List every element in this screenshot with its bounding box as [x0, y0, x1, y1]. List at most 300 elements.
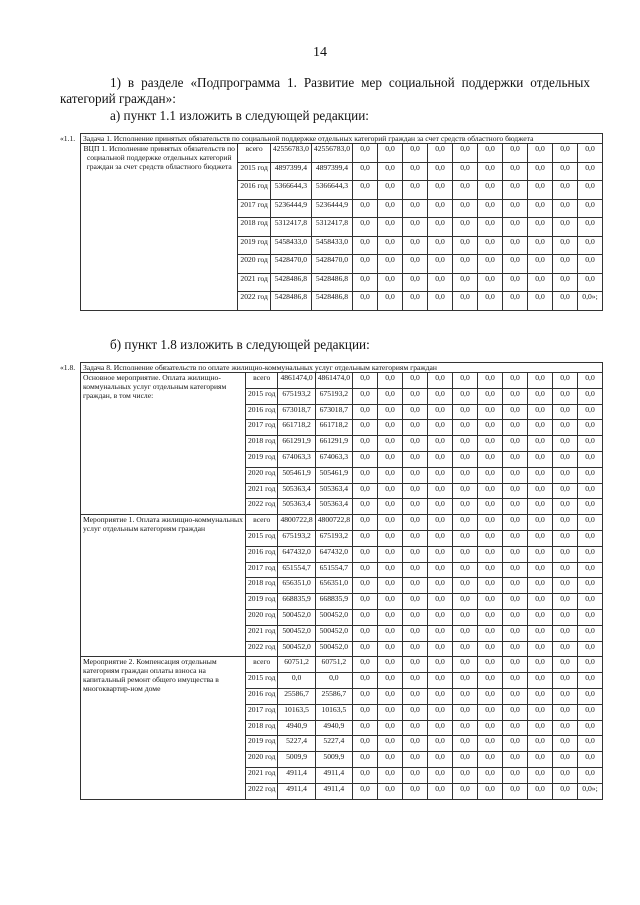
- regional-budget-cell: 673018,7: [315, 404, 352, 420]
- value-cell: 0,0: [403, 436, 428, 452]
- value-cell: 0,0: [378, 273, 403, 292]
- value-cell: 0,0: [378, 373, 403, 389]
- value-cell: 0,0: [403, 704, 428, 720]
- value-cell: 0,0: [578, 388, 603, 404]
- value-cell: 0,0: [478, 641, 503, 657]
- task-row: [60, 363, 603, 373]
- value-cell: 0,0: [528, 388, 553, 404]
- value-cell: 0,0: [353, 562, 378, 578]
- total-cell: 647432,0: [278, 546, 315, 562]
- year-cell: 2018 год: [245, 578, 277, 594]
- regional-budget-cell: 668835,9: [315, 594, 352, 610]
- value-cell: 0,0: [503, 515, 528, 531]
- value-cell: 0,0: [403, 515, 428, 531]
- year-cell: 2022 год: [238, 292, 270, 311]
- value-cell: 0,0: [428, 641, 453, 657]
- value-cell: 0,0: [378, 641, 403, 657]
- value-cell: 0,0: [528, 641, 553, 657]
- regional-budget-cell: 5227,4: [315, 736, 352, 752]
- value-cell: 0,0: [503, 236, 528, 255]
- value-cell: 0,0: [378, 783, 403, 799]
- value-cell: 0,0: [378, 657, 403, 673]
- value-cell: 0,0: [453, 752, 478, 768]
- value-cell: 0,0: [378, 236, 403, 255]
- total-cell: 500452,0: [278, 609, 315, 625]
- value-cell: 0,0: [553, 657, 578, 673]
- year-cell: 2017 год: [245, 562, 277, 578]
- value-cell: 0,0: [478, 609, 503, 625]
- value-cell: 0,0: [528, 594, 553, 610]
- value-cell: 0,0: [453, 641, 478, 657]
- value-cell: 0,0: [553, 752, 578, 768]
- year-cell: 2019 год: [245, 736, 277, 752]
- total-cell: 4800722,8: [278, 515, 315, 531]
- value-cell: 0,0: [403, 657, 428, 673]
- value-cell: 0,0: [553, 515, 578, 531]
- program-name: ВЦП 1. Исполнение принятых обязательств по социальной поддержке отдельных категорий граждан за счет средств областного бюджета: [81, 144, 238, 311]
- value-cell: 0,0: [478, 388, 503, 404]
- regional-budget-cell: 500452,0: [315, 609, 352, 625]
- regional-budget-cell: 500452,0: [315, 641, 352, 657]
- value-cell: 0,0: [578, 436, 603, 452]
- value-cell: 0,0: [403, 420, 428, 436]
- value-cell: 0,0: [428, 562, 453, 578]
- value-cell: 0,0: [528, 199, 553, 218]
- total-cell: 661291,9: [278, 436, 315, 452]
- value-cell: 0,0: [478, 467, 503, 483]
- year-cell: 2022 год: [245, 641, 277, 657]
- value-cell: 0,0: [403, 162, 428, 181]
- value-cell: 0,0: [353, 255, 378, 274]
- value-cell: 0,0: [553, 562, 578, 578]
- value-cell: 0,0: [353, 292, 378, 311]
- total-cell: 42556783,0: [270, 144, 311, 163]
- value-cell: 0,0: [503, 578, 528, 594]
- value-cell: 0,0: [503, 436, 528, 452]
- year-cell: всего: [245, 373, 277, 389]
- value-cell: 0,0: [478, 236, 503, 255]
- value-cell: 0,0: [353, 594, 378, 610]
- value-cell: 0,0: [353, 530, 378, 546]
- value-cell: 0,0: [378, 499, 403, 515]
- total-cell: 656351,0: [278, 578, 315, 594]
- value-cell: 0,0: [428, 530, 453, 546]
- year-cell: 2018 год: [245, 720, 277, 736]
- value-cell: 0,0: [553, 578, 578, 594]
- value-cell: 0,0: [403, 688, 428, 704]
- value-cell: 0,0: [553, 162, 578, 181]
- total-cell: 5428486,8: [270, 292, 311, 311]
- table-row: [60, 144, 603, 163]
- value-cell: 0,0: [578, 609, 603, 625]
- value-cell: 0,0: [478, 530, 503, 546]
- year-cell: 2019 год: [238, 236, 270, 255]
- value-cell: 0,0: [478, 255, 503, 274]
- value-cell: 0,0: [428, 373, 453, 389]
- value-cell: 0,0: [378, 436, 403, 452]
- value-cell: 0,0: [378, 292, 403, 311]
- value-cell: 0,0: [353, 704, 378, 720]
- value-cell: 0,0: [578, 625, 603, 641]
- regional-budget-cell: 5428486,8: [311, 292, 352, 311]
- year-cell: 2022 год: [245, 783, 277, 799]
- value-cell: 0,0: [378, 609, 403, 625]
- value-cell: 0,0: [578, 736, 603, 752]
- value-cell: 0,0: [453, 688, 478, 704]
- regional-budget-cell: 42556783,0: [311, 144, 352, 163]
- value-cell: 0,0: [428, 704, 453, 720]
- value-cell: 0,0: [403, 451, 428, 467]
- intro-line-2: категорий граждан»:: [60, 91, 176, 106]
- regional-budget-cell: 500452,0: [315, 625, 352, 641]
- value-cell: 0,0: [528, 499, 553, 515]
- regional-budget-cell: 60751,2: [315, 657, 352, 673]
- value-cell: 0,0: [478, 546, 503, 562]
- value-cell: 0,0: [353, 483, 378, 499]
- value-cell: 0,0: [403, 236, 428, 255]
- regional-budget-cell: 675193,2: [315, 388, 352, 404]
- year-cell: 2020 год: [245, 467, 277, 483]
- value-cell: 0,0: [378, 594, 403, 610]
- value-cell: 0,0: [478, 199, 503, 218]
- value-cell: 0,0: [353, 451, 378, 467]
- value-cell: 0,0: [578, 578, 603, 594]
- value-cell: 0,0: [453, 181, 478, 200]
- year-cell: 2018 год: [245, 436, 277, 452]
- value-cell: 0,0: [528, 720, 553, 736]
- total-cell: 5227,4: [278, 736, 315, 752]
- value-cell: 0,0: [378, 483, 403, 499]
- value-cell: 0,0: [353, 546, 378, 562]
- value-cell: 0,0: [503, 181, 528, 200]
- value-cell: 0,0: [578, 704, 603, 720]
- value-cell: 0,0: [553, 144, 578, 163]
- intro-line-1: 1) в разделе «Подпрограмма 1. Развитие мер социальной поддержки отдельных: [110, 75, 590, 90]
- value-cell: 0,0: [453, 373, 478, 389]
- regional-budget-cell: 10163,5: [315, 704, 352, 720]
- year-cell: 2020 год: [238, 255, 270, 274]
- value-cell: 0,0: [353, 783, 378, 799]
- value-cell: 0,0: [403, 292, 428, 311]
- value-cell: 0,0: [528, 515, 553, 531]
- value-cell: 0,0: [528, 436, 553, 452]
- value-cell: 0,0: [553, 673, 578, 689]
- value-cell: 0,0: [428, 255, 453, 274]
- year-cell: 2017 год: [238, 199, 270, 218]
- value-cell: 0,0: [378, 181, 403, 200]
- value-cell: 0,0: [528, 752, 553, 768]
- value-cell: 0,0: [578, 657, 603, 673]
- value-cell: 0,0: [353, 436, 378, 452]
- value-cell: 0,0: [553, 420, 578, 436]
- page-number: 14: [313, 45, 327, 60]
- total-cell: 4911,4: [278, 783, 315, 799]
- value-cell: 0,0: [578, 451, 603, 467]
- total-cell: 4897399,4: [270, 162, 311, 181]
- value-cell: 0,0: [553, 641, 578, 657]
- value-cell: 0,0: [403, 594, 428, 610]
- value-cell: 0,0: [503, 162, 528, 181]
- value-cell: 0,0: [553, 704, 578, 720]
- year-cell: 2015 год: [238, 162, 270, 181]
- value-cell: 0,0: [478, 625, 503, 641]
- value-cell: 0,0: [478, 162, 503, 181]
- value-cell: 0,0: [503, 673, 528, 689]
- program-name: Мероприятие 1. Оплата жилищно-коммунальных услуг отдельным категориям граждан: [81, 515, 246, 657]
- regional-budget-cell: 5366644,3: [311, 181, 352, 200]
- value-cell: 0,0: [353, 236, 378, 255]
- value-cell: 0,0: [528, 562, 553, 578]
- ref-spacer: [60, 144, 81, 311]
- value-cell: 0,0: [353, 467, 378, 483]
- year-cell: всего: [245, 657, 277, 673]
- year-cell: 2019 год: [245, 594, 277, 610]
- value-cell: 0,0: [478, 562, 503, 578]
- value-cell: 0,0: [403, 373, 428, 389]
- value-cell: 0,0: [553, 483, 578, 499]
- value-cell: 0,0: [478, 673, 503, 689]
- total-cell: 5428470,0: [270, 255, 311, 274]
- value-cell: 0,0: [528, 625, 553, 641]
- item-b-text: б) пункт 1.8 изложить в следующей редакции:: [110, 337, 370, 352]
- value-cell: 0,0: [428, 162, 453, 181]
- total-cell: 505363,4: [278, 483, 315, 499]
- year-cell: 2019 год: [245, 451, 277, 467]
- value-cell: 0,0: [378, 420, 403, 436]
- value-cell: 0,0: [403, 388, 428, 404]
- value-cell: 0,0: [453, 404, 478, 420]
- value-cell: 0,0: [428, 515, 453, 531]
- value-cell: 0,0: [453, 388, 478, 404]
- value-cell: 0,0: [453, 673, 478, 689]
- value-cell: 0,0: [503, 625, 528, 641]
- value-cell: 0,0: [428, 783, 453, 799]
- value-cell: 0,0: [503, 767, 528, 783]
- value-cell: 0,0: [353, 499, 378, 515]
- value-cell: 0,0: [578, 181, 603, 200]
- year-cell: 2016 год: [245, 688, 277, 704]
- value-cell: 0,0: [503, 609, 528, 625]
- value-cell: 0,0: [528, 704, 553, 720]
- value-cell: 0,0: [478, 436, 503, 452]
- year-cell: 2015 год: [245, 673, 277, 689]
- value-cell: 0,0: [478, 594, 503, 610]
- value-cell: 0,0: [503, 144, 528, 163]
- value-cell: 0,0: [403, 783, 428, 799]
- value-cell: 0,0: [428, 292, 453, 311]
- value-cell: 0,0: [528, 144, 553, 163]
- value-cell: 0,0: [553, 218, 578, 237]
- value-cell: 0,0: [528, 181, 553, 200]
- value-cell: 0,0: [353, 641, 378, 657]
- regional-budget-cell: 675193,2: [315, 530, 352, 546]
- value-cell: 0,0: [353, 720, 378, 736]
- value-cell: 0,0: [453, 704, 478, 720]
- total-cell: 10163,5: [278, 704, 315, 720]
- value-cell: 0,0: [453, 199, 478, 218]
- value-cell: 0,0: [503, 641, 528, 657]
- regional-budget-cell: 5236444,9: [311, 199, 352, 218]
- value-cell: 0,0: [528, 783, 553, 799]
- value-cell: 0,0: [403, 767, 428, 783]
- value-cell: 0,0: [378, 162, 403, 181]
- value-cell: 0,0: [503, 373, 528, 389]
- value-cell: 0,0: [378, 451, 403, 467]
- value-cell: 0,0: [578, 373, 603, 389]
- value-cell: 0,0: [578, 562, 603, 578]
- value-cell: 0,0: [553, 467, 578, 483]
- value-cell: 0,0: [578, 688, 603, 704]
- value-cell: 0,0: [528, 736, 553, 752]
- value-cell: 0,0: [403, 720, 428, 736]
- total-cell: 505363,4: [278, 499, 315, 515]
- value-cell: 0,0: [553, 292, 578, 311]
- value-cell: 0,0: [403, 199, 428, 218]
- value-cell: 0,0: [453, 255, 478, 274]
- value-cell: 0,0: [478, 704, 503, 720]
- value-cell: 0,0: [503, 467, 528, 483]
- year-cell: 2017 год: [245, 704, 277, 720]
- year-cell: 2015 год: [245, 530, 277, 546]
- value-cell: 0,0: [378, 144, 403, 163]
- value-cell: 0,0: [578, 236, 603, 255]
- regional-budget-cell: 505461,9: [315, 467, 352, 483]
- value-cell: 0,0: [378, 467, 403, 483]
- value-cell: 0,0: [453, 720, 478, 736]
- value-cell: 0,0: [528, 483, 553, 499]
- total-cell: 675193,2: [278, 530, 315, 546]
- regional-budget-cell: 4911,4: [315, 767, 352, 783]
- value-cell: 0,0: [428, 673, 453, 689]
- regional-budget-cell: 4800722,8: [315, 515, 352, 531]
- value-cell: 0,0: [453, 530, 478, 546]
- value-cell: 0,0: [578, 218, 603, 237]
- value-cell: 0,0: [478, 752, 503, 768]
- value-cell: 0,0: [478, 144, 503, 163]
- value-cell: 0,0: [453, 767, 478, 783]
- value-cell: 0,0: [553, 255, 578, 274]
- total-cell: 4940,9: [278, 720, 315, 736]
- value-cell: 0,0: [553, 720, 578, 736]
- value-cell: 0,0: [578, 467, 603, 483]
- value-cell: 0,0: [378, 736, 403, 752]
- item-a-text: а) пункт 1.1 изложить в следующей редакции:: [110, 108, 369, 123]
- total-cell: 661718,2: [278, 420, 315, 436]
- task-title: Задача 1. Исполнение принятых обязательств по социальной поддержке отдельных категорий граждан за счет средств областного бюджета: [81, 134, 603, 144]
- total-cell: 500452,0: [278, 641, 315, 657]
- value-cell: 0,0: [428, 767, 453, 783]
- total-cell: 0,0: [278, 673, 315, 689]
- value-cell: 0,0: [453, 736, 478, 752]
- task-title: Задача 8. Исполнение обязательств по оплате жилищно-коммунальных услуг отдельным категориям граждан: [81, 363, 603, 373]
- value-cell: 0,0: [503, 218, 528, 237]
- value-cell: 0,0: [578, 483, 603, 499]
- value-cell: 0,0: [453, 483, 478, 499]
- table-row: [60, 657, 603, 673]
- value-cell: 0,0: [503, 720, 528, 736]
- value-cell: 0,0: [353, 404, 378, 420]
- value-cell: 0,0: [353, 736, 378, 752]
- value-cell: 0,0: [403, 144, 428, 163]
- value-cell: 0,0: [478, 420, 503, 436]
- value-cell: 0,0: [428, 236, 453, 255]
- value-cell: 0,0: [478, 783, 503, 799]
- value-cell: 0,0: [453, 218, 478, 237]
- value-cell: 0,0: [378, 562, 403, 578]
- value-cell: 0,0: [353, 162, 378, 181]
- value-cell: 0,0: [453, 162, 478, 181]
- year-cell: 2016 год: [245, 404, 277, 420]
- value-cell: 0,0: [403, 467, 428, 483]
- total-cell: 5009,9: [278, 752, 315, 768]
- value-cell: 0,0: [428, 404, 453, 420]
- value-cell: 0,0: [553, 609, 578, 625]
- intro-paragraph: [60, 75, 590, 107]
- value-cell: 0,0: [378, 578, 403, 594]
- budget-table-task-1: [60, 133, 603, 311]
- value-cell: 0,0: [578, 641, 603, 657]
- regional-budget-cell: 651554,7: [315, 562, 352, 578]
- value-cell: 0,0: [478, 499, 503, 515]
- value-cell: 0,0: [578, 273, 603, 292]
- total-cell: 5236444,9: [270, 199, 311, 218]
- value-cell: 0,0: [578, 199, 603, 218]
- value-cell: 0,0: [478, 218, 503, 237]
- year-cell: 2021 год: [245, 767, 277, 783]
- value-cell: 0,0: [503, 657, 528, 673]
- value-cell: 0,0: [528, 404, 553, 420]
- year-cell: 2016 год: [238, 181, 270, 200]
- value-cell: 0,0: [503, 499, 528, 515]
- item-number: «1.8.: [60, 363, 81, 373]
- value-cell: 0,0: [453, 451, 478, 467]
- value-cell: 0,0: [478, 483, 503, 499]
- value-cell: 0,0: [453, 783, 478, 799]
- value-cell: 0,0: [553, 546, 578, 562]
- value-cell: 0,0: [353, 515, 378, 531]
- value-cell: 0,0: [478, 515, 503, 531]
- value-cell: 0,0: [403, 546, 428, 562]
- value-cell: 0,0: [553, 236, 578, 255]
- total-cell: 675193,2: [278, 388, 315, 404]
- value-cell: 0,0: [503, 594, 528, 610]
- value-cell: 0,0: [503, 451, 528, 467]
- value-cell: 0,0: [403, 530, 428, 546]
- value-cell: 0,0: [528, 546, 553, 562]
- regional-budget-cell: 505363,4: [315, 499, 352, 515]
- value-cell: 0,0: [528, 292, 553, 311]
- value-cell: 0,0: [428, 720, 453, 736]
- year-cell: 2017 год: [245, 420, 277, 436]
- value-cell: 0,0: [353, 181, 378, 200]
- value-cell: 0,0: [478, 181, 503, 200]
- value-cell: 0,0: [353, 688, 378, 704]
- value-cell: 0,0: [503, 483, 528, 499]
- value-cell: 0,0: [578, 673, 603, 689]
- value-cell: 0,0: [553, 688, 578, 704]
- ref-spacer: [60, 373, 81, 800]
- regional-budget-cell: 661718,2: [315, 420, 352, 436]
- value-cell: 0,0: [353, 752, 378, 768]
- value-cell: 0,0: [403, 625, 428, 641]
- task-row: [60, 134, 603, 144]
- value-cell: 0,0: [528, 373, 553, 389]
- value-cell: 0,0: [478, 688, 503, 704]
- value-cell: 0,0: [353, 657, 378, 673]
- value-cell: 0,0: [478, 292, 503, 311]
- regional-budget-cell: 4897399,4: [311, 162, 352, 181]
- value-cell: 0,0: [353, 273, 378, 292]
